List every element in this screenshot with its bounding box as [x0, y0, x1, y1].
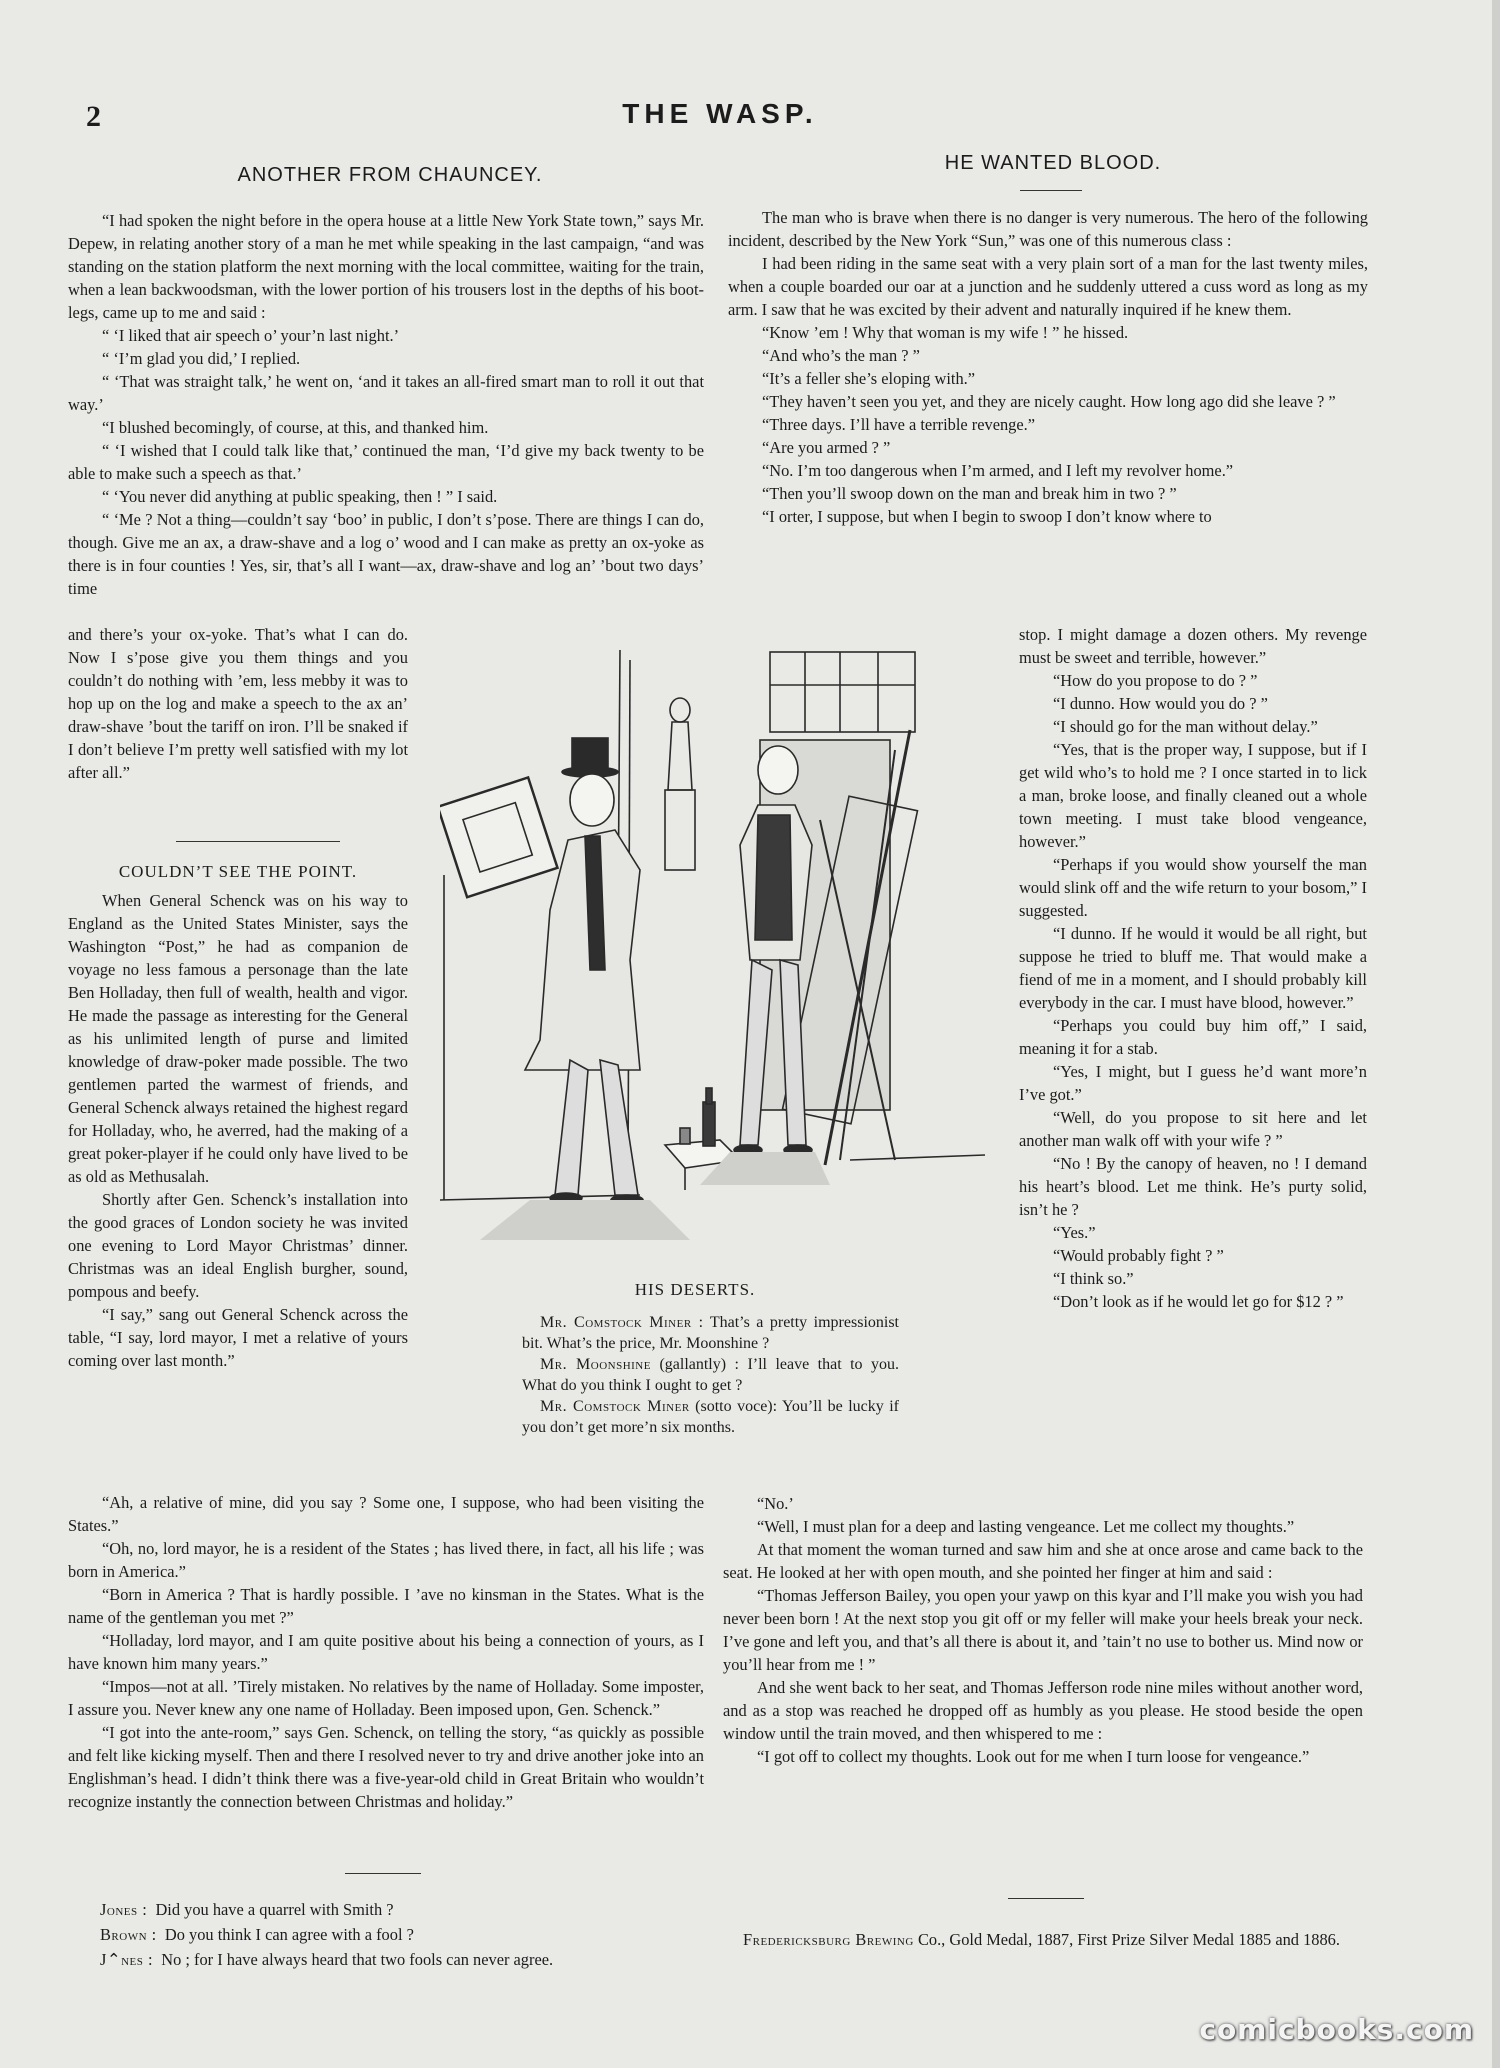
paragraph: Shortly after Gen. Schenck’s installation into the good graces of London society he was invited one evening to Lord Mayor Christmas’ dinner. Christmas was an ideal English burgher, sound, pompous and beefy.: [68, 1190, 408, 1301]
paragraph: “I blushed becomingly, of course, at this, and thanked him.: [102, 418, 489, 437]
paragraph: “I say,” sang out General Schenck across the table, “I say, lord mayor, I met a relative of yours coming over last month.”: [68, 1305, 408, 1370]
paragraph: “Well, I must plan for a deep and lasting vengeance. Let me collect my thoughts.”: [757, 1517, 1295, 1536]
paragraph: At that moment the woman turned and saw him and she at once arose and came back to the seat. He looked at her with open mouth, and she pointed her finger at him and said :: [723, 1540, 1363, 1582]
paragraph: “Yes.”: [1053, 1223, 1096, 1242]
paragraph: “No ! By the canopy of heaven, no ! I demand his heart’s blood. Let me think. He’s purty solid, isn’t he ?: [1019, 1154, 1367, 1219]
article-blood-narrow: [1019, 623, 1367, 1313]
paragraph: “Know ’em ! Why that woman is my wife ! ” he hissed.: [762, 323, 1129, 342]
divider: [1020, 190, 1082, 191]
article-schenck-body: [68, 889, 408, 1372]
article-title-blood: HE WANTED BLOOD.: [944, 152, 1162, 174]
paragraph: “Then you’ll swoop down on the man and break him in two ? ”: [762, 484, 1177, 503]
paragraph: “Are you armed ? ”: [762, 438, 891, 457]
paragraph: “I had spoken the night before in the opera house at a little New York State town,” says Mr. Depew, in relating another story of a man he met while speaking in the last campaign, “and was standing on the station platform the next morning with the local committee, waiting for the train, when a lean backwoodsman, with the lower portion of his trousers lost in the depths of his boot-legs, came up to me and said :: [68, 211, 704, 322]
paragraph: “I dunno. If he would it would be all right, but suppose he tried to bluff me. That would make a fiend of me in a moment, and I should probably kill everybody in the car. I must have blood, however.”: [1019, 924, 1367, 1012]
paragraph: “I should go for the man without delay.”: [1053, 717, 1318, 736]
divider: [176, 841, 340, 842]
paragraph: “No. I’m too dangerous when I’m armed, and I left my revolver home.”: [762, 461, 1234, 480]
article-title-chauncey: ANOTHER FROM CHAUNCEY.: [237, 164, 543, 186]
paragraph: “I got off to collect my thoughts. Look out for me when I turn loose for vengeance.”: [757, 1747, 1310, 1766]
advert-text: [723, 1928, 1363, 1951]
speaker: Brown :: [100, 1925, 157, 1944]
paragraph: “I orter, I suppose, but when I begin to swoop I don’t know where to: [762, 507, 1212, 526]
divider: [1008, 1898, 1084, 1899]
article-schenck-continued: [68, 1491, 704, 1813]
paragraph: “Yes, that is the proper way, I suppose, but if I get wild who’s to hold me ? I once started in to lick a man, broke loose, and finally cleaned out a whole town meeting. I must take blood vengeance, however.”: [1019, 740, 1367, 851]
paragraph: “Holladay, lord mayor, and I am quite positive about his being a connection of yours, as I have known him many years.”: [68, 1631, 704, 1673]
line-text: Did you have a quarrel with Smith ?: [155, 1900, 394, 1919]
paragraph: “Impos—not at all. ’Tirely mistaken. No relatives by the name of Holladay. Some imposter, I assure you. Never knew any one name of Holladay. Been imposed upon, Gen. Schenck.”: [68, 1677, 704, 1719]
paragraph: “Born in America ? That is hardly possible. I ’ave no kinsman in the States. What is the name of the gentleman you met ?”: [68, 1585, 704, 1627]
article-blood-body: [728, 206, 1368, 528]
advert-brewing: [723, 1928, 1363, 1951]
cartoon-illustration: [440, 640, 985, 1260]
joke-line: [68, 1947, 704, 1972]
line-text: Do you think I can agree with a fool ?: [164, 1925, 414, 1944]
article-title-schenck: COULDN’T SEE THE POINT.: [118, 862, 358, 881]
paragraph: “Yes, I might, but I guess he’d want more’n I’ve got.”: [1019, 1062, 1367, 1104]
advert-company: Fredericksburg Brewing: [743, 1930, 914, 1949]
page-number: 2: [86, 100, 101, 133]
paragraph: “They haven’t seen you yet, and they are nicely caught. How long ago did she leave ? ”: [762, 392, 1336, 411]
paragraph: “I dunno. How would you do ? ”: [1053, 694, 1268, 713]
paragraph: “Oh, no, lord mayor, he is a resident of the States ; has lived there, in fact, all his life ; was born in America.”: [68, 1539, 704, 1581]
line-text: No ; for I have always heard that two fools can never agree.: [161, 1950, 554, 1969]
line-text: (gallantly) : I’ll leave that to you. What do you think I ought to get ?: [522, 1356, 899, 1394]
cartoon-caption: [522, 1312, 899, 1438]
paragraph: “How do you propose to do ? ”: [1053, 671, 1258, 690]
caption-title: HIS DESERTS.: [634, 1280, 756, 1299]
advert-body: Co., Gold Medal, 1887, First Prize Silver Medal 1885 and 1886.: [917, 1930, 1340, 1949]
paragraph: “And who’s the man ? ”: [762, 346, 920, 365]
paragraph: “Would probably fight ? ”: [1053, 1246, 1224, 1265]
paragraph: I had been riding in the same seat with a very plain sort of a man for the last twenty miles, when a couple boarded our oar at a junction and he suddenly uttered a cuss word as long as my arm. I saw that he was excited by their advent and naturally inquired if he knew them.: [728, 254, 1368, 319]
paragraph: “No.’: [757, 1494, 794, 1513]
paragraph: “ ‘Me ? Not a thing—couldn’t say ‘boo’ in public, I don’t s’pose. There are things I can do, though. Give me an ax, a draw-shave and a log o’ wood and I can make as pretty an ox-yoke as there is in four counties ! Yes, sir, that’s all I want—ax, draw-shave and log an’ ’bout two days’ time: [68, 510, 704, 598]
paragraph: and there’s your ox-yoke. That’s what I can do. Now I s’pose give you them things and you couldn’t do nothing with ’em, less mebby it was to hop up on the log and make a speech to the ax an’ draw-shave ’bout the tariff on iron. I’ll be snaked if I don’t believe I’m pretty well satisfied with my lot after all.”: [68, 625, 408, 782]
watermark: comicbooks.com: [1199, 2013, 1474, 2046]
paragraph: “Well, do you propose to sit here and let another man walk off with your wife ? ”: [1019, 1108, 1367, 1150]
paragraph: “Don’t look as if he would let go for $12 ? ”: [1053, 1292, 1344, 1311]
paragraph: stop. I might damage a dozen others. My revenge must be sweet and terrible, however.”: [1019, 625, 1367, 667]
speaker: Mr. Comstock Miner: [540, 1398, 690, 1415]
article-chauncey-continuation: [68, 623, 408, 784]
paragraph: When General Schenck was on his way to England as the United States Minister, says the Washington “Post,” he had as companion de voyage no less famous a personage than the late Ben Holladay, then full of wealth, health and vigor. He made the passage as interesting for the General as his unlimited length of purse and limited knowledge of draw-poker made possible. The two gentlemen parted the warmest of friends, and General Schenck always retained the highest regard for Holladay, who, he averred, had the making of a great poker-player if he could only have lived to be as old as Methusalah.: [68, 891, 408, 1186]
caption-line: [522, 1354, 899, 1396]
paragraph: “I got into the ante-room,” says Gen. Schenck, on telling the story, “as quickly as possible and felt like kicking myself. Then and there I resolved never to try and drive another joke into an Englishman’s head. I didn’t think there was a five-year-old child in Great Britain who wouldn’t recognize instantly the connection between Christmas and holiday.”: [68, 1723, 704, 1811]
caption-line: [522, 1396, 899, 1438]
paragraph: “ ‘I wished that I could talk like that,’ continued the man, ‘I’d give my back twenty to be able to make such a speech as that.’: [68, 441, 704, 483]
paragraph: “ ‘That was straight talk,’ he went on, ‘and it takes an all-fired smart man to roll it out that way.’: [68, 372, 704, 414]
line-text: (sotto voce): You’ll be lucky if you don’t get more’n six months.: [522, 1398, 900, 1436]
paragraph: “ ‘I liked that air speech o’ your’n last night.’: [102, 326, 400, 345]
paragraph: “It’s a feller she’s eloping with.”: [762, 369, 976, 388]
paragraph: And she went back to her seat, and Thomas Jefferson rode nine miles without another word, and as a stop was reached he dropped off as humbly as you please. He stood beside the open window until the train moved, and then whispered to me :: [723, 1678, 1363, 1743]
paragraph: “ ‘I’m glad you did,’ I replied.: [102, 349, 301, 368]
article-chauncey-body: [68, 209, 704, 600]
divider: [345, 1873, 421, 1874]
paragraph: “Thomas Jefferson Bailey, you open your yawp on this kyar and I’ll make you wish you had never been born ! At the next stop you git off or my feller will make your heels break your neck. I’ve gone and left you, and that’s all there is about it, and ’tain’t no use to bother us. Mind now or you’ll hear from me ! ”: [723, 1586, 1363, 1674]
line-text: That’s a pretty impressionist bit. What’s the price, Mr. Moonshine ?: [522, 1314, 900, 1352]
masthead: THE WASP.: [622, 98, 818, 129]
paragraph: “Perhaps you could buy him off,” I said, meaning it for a stab.: [1019, 1016, 1367, 1058]
speaker: Mr. Moonshine: [540, 1356, 651, 1373]
joke-jones-brown: [68, 1897, 704, 1972]
speaker: J⌃nes :: [100, 1950, 154, 1969]
paragraph: “Perhaps if you would show yourself the man would slink off and the wife return to your bosom,” I suggested.: [1019, 855, 1367, 920]
paragraph: “ ‘You never did anything at public speaking, then ! ” I said.: [102, 487, 498, 506]
joke-line: [68, 1922, 704, 1947]
paragraph: “Three days. I’ll have a terrible revenge.”: [762, 415, 1036, 434]
caption-line: [522, 1312, 899, 1354]
page-edge: [1492, 0, 1500, 2068]
paragraph: “Ah, a relative of mine, did you say ? Some one, I suppose, who had been visiting the States.”: [68, 1493, 704, 1535]
speaker: Mr. Comstock Miner :: [540, 1314, 704, 1331]
article-blood-continued: [723, 1492, 1363, 1768]
speaker: Jones :: [100, 1900, 148, 1919]
paragraph: The man who is brave when there is no danger is very numerous. The hero of the following incident, described by the New York “Sun,” was one of this numerous class :: [728, 208, 1368, 250]
joke-line: [68, 1897, 704, 1922]
paragraph: “I think so.”: [1053, 1269, 1134, 1288]
